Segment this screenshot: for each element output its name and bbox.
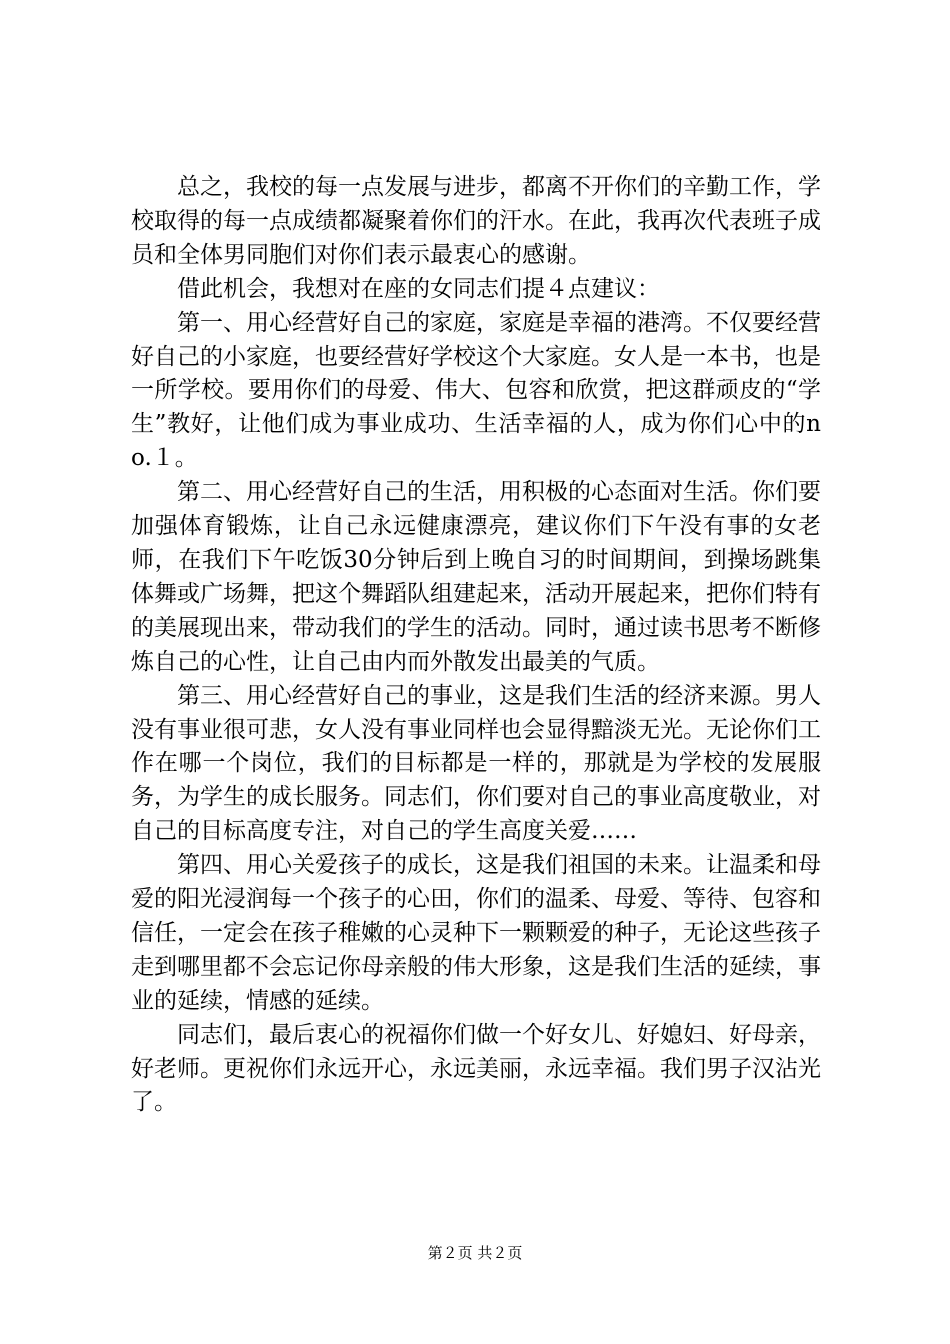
paragraph-4: 第二、用心经营好自己的生活，用积极的心态面对生活。你们要加强体育锻炼，让自己永远健康漂亮，建议你们下午没有事的女老师，在我们下午吃饭30分钟后到上晚自习的时间期间，到操场跳集体舞或广场舞，把这个舞蹈队组建起来，活动开展起来，把你们特有的美展现出来，带动我们的学生的活动。同时，通过读书思考不断修炼自己的心性，让自己由内而外散发出最美的气质。 [131, 479, 821, 675]
document-body [131, 171, 821, 1120]
paragraph-1: 总之，我校的每一点发展与进步，都离不开你们的辛勤工作，学校取得的每一点成绩都凝聚着你们的汗水。在此，我再次代表班子成员和全体男同胞们对你们表示最衷心的感谢。 [131, 174, 821, 268]
paragraph-5: 第三、用心经营好自己的事业，这是我们生活的经济来源。男人没有事业很可悲，女人没有事业同样也会显得黯淡无光。无论你们工作在哪一个岗位，我们的目标都是一样的，那就是为学校的发展服务，为学生的成长服务。同志们，你们要对自己的事业高度敬业，对自己的目标高度专注，对自己的学生高度关爱…… [131, 682, 821, 845]
paragraph-6: 第四、用心关爱孩子的成长，这是我们祖国的未来。让温柔和母爱的阳光浸润每一个孩子的心田，你们的温柔、母爱、等待、包容和信任，一定会在孩子稚嫩的心灵种下一颗颗爱的种子，无论这些孩子走到哪里都不会忘记你母亲般的伟大形象，这是我们生活的延续，事业的延续，情感的延续。 [131, 852, 821, 1014]
paragraph-3: 第一、用心经营好自己的家庭，家庭是幸福的港湾。不仅要经营好自己的小家庭，也要经营好学校这个大家庭。女人是一本书，也是一所学校。要用你们的母爱、伟大、包容和欣赏，把这群顽皮的“学生”教好，让他们成为事业成功、生活幸福的人，成为你们心中的no.１。 [131, 309, 821, 472]
page-footer: 第２页 共２页 [427, 1244, 523, 1262]
paragraph-7: 同志们，最后衷心的祝福你们做一个好女儿、好媳妇、好母亲，好老师。更祝你们永远开心，永远美丽，永远幸福。我们男子汉沾光了。 [131, 1021, 821, 1116]
paragraph-2: 借此机会，我想对在座的女同志们提４点建议： [177, 275, 660, 302]
